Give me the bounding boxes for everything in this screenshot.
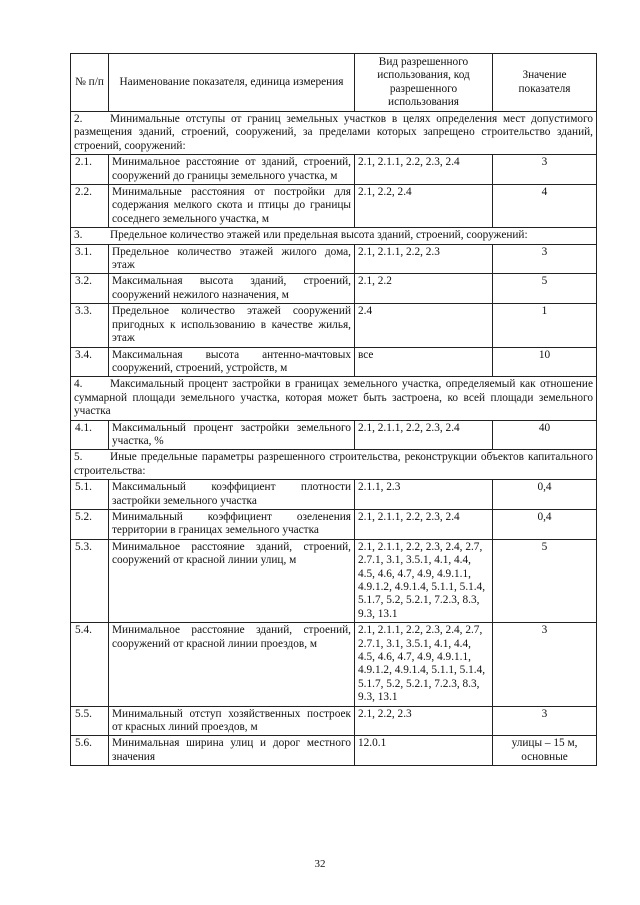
- section-text: Предельное количество этажей или предельная высота зданий, строений, сооружений:: [110, 229, 528, 242]
- table-row: [71, 420, 597, 450]
- section-heading: [71, 450, 597, 480]
- row-name: Минимальное расстояние от зданий, строений, сооружений до границы земельного участка, м: [109, 155, 355, 185]
- row-name: Предельное количество этажей сооружений пригодных к использованию в качестве жилья, этаж: [109, 304, 355, 347]
- section-heading: [71, 112, 597, 155]
- row-value: 1: [493, 304, 597, 347]
- parameters-table: [70, 53, 597, 766]
- row-number: 3.1.: [71, 244, 109, 274]
- section-number: 4.: [74, 378, 83, 391]
- section-number: 3.: [74, 229, 83, 242]
- row-use-codes: 2.1.1, 2.3: [355, 480, 493, 510]
- row-value: 0,4: [493, 509, 597, 539]
- row-value: 4: [493, 185, 597, 228]
- header-number: № п/п: [71, 54, 109, 112]
- row-name: Предельное количество этажей жилого дома, этаж: [109, 244, 355, 274]
- row-number: 5.1.: [71, 480, 109, 510]
- row-use-codes: 2.1, 2.2, 2.3: [355, 706, 493, 736]
- table-row: [71, 736, 597, 766]
- table-row: [71, 347, 597, 377]
- row-use-codes: 2.1, 2.1.1, 2.2, 2.3: [355, 244, 493, 274]
- row-number: 3.4.: [71, 347, 109, 377]
- table-body: [71, 112, 597, 766]
- row-name: Минимальная ширина улиц и дорог местного значения: [109, 736, 355, 766]
- row-value: 0,4: [493, 480, 597, 510]
- row-value: 5: [493, 274, 597, 304]
- row-value: 3: [493, 155, 597, 185]
- row-name: Минимальный отступ хозяйственных построек от красных линий проездов, м: [109, 706, 355, 736]
- table-row: [71, 304, 597, 347]
- row-number: 5.6.: [71, 736, 109, 766]
- row-use-codes: 2.1, 2.1.1, 2.2, 2.3, 2.4, 2.7, 2.7.1, 3.1, 3.5.1, 4.1, 4.4, 4.5, 4.6, 4.7, 4.9, 4.9.1.1, 4.9.1.2, 4.9.1.4, 5.1.1, 5.1.4, 5.1.7, 5.2, 5.2.1, 7.2.3, 8.3, 9.3, 13.1: [355, 539, 493, 622]
- row-value: 10: [493, 347, 597, 377]
- row-use-codes: 2.4: [355, 304, 493, 347]
- row-use-codes: все: [355, 347, 493, 377]
- row-name: Максимальный процент застройки земельного участка, %: [109, 420, 355, 450]
- table-header-row: [71, 54, 597, 112]
- row-value: 40: [493, 420, 597, 450]
- row-number: 2.1.: [71, 155, 109, 185]
- row-number: 5.3.: [71, 539, 109, 622]
- row-use-codes: 2.1, 2.1.1, 2.2, 2.3, 2.4: [355, 420, 493, 450]
- section-row: [71, 228, 597, 244]
- table-row: [71, 706, 597, 736]
- section-row: [71, 377, 597, 420]
- row-use-codes: 12.0.1: [355, 736, 493, 766]
- table-row: [71, 244, 597, 274]
- section-row: [71, 450, 597, 480]
- section-heading: [71, 377, 597, 420]
- row-name: Максимальный коэффициент плотности застройки земельного участка: [109, 480, 355, 510]
- header-use-type: Вид разрешенного использования, код разрешенного использования: [355, 54, 493, 112]
- table-row: [71, 274, 597, 304]
- table-row: [71, 509, 597, 539]
- row-use-codes: 2.1, 2.1.1, 2.2, 2.3, 2.4: [355, 509, 493, 539]
- row-use-codes: 2.1, 2.1.1, 2.2, 2.3, 2.4, 2.7, 2.7.1, 3.1, 3.5.1, 4.1, 4.4, 4.5, 4.6, 4.7, 4.9, 4.9.1.1, 4.9.1.2, 4.9.1.4, 5.1.1, 5.1.4, 5.1.7, 5.2, 5.2.1, 7.2.3, 8.3, 9.3, 13.1: [355, 623, 493, 706]
- row-name: Минимальные расстояния от постройки для содержания мелкого скота и птицы до границы соседнего земельного участка, м: [109, 185, 355, 228]
- section-heading: [71, 228, 597, 244]
- header-name: Наименование показателя, единица измерения: [109, 54, 355, 112]
- row-number: 4.1.: [71, 420, 109, 450]
- row-number: 5.4.: [71, 623, 109, 706]
- row-number: 3.2.: [71, 274, 109, 304]
- row-use-codes: 2.1, 2.1.1, 2.2, 2.3, 2.4: [355, 155, 493, 185]
- row-use-codes: 2.1, 2.2: [355, 274, 493, 304]
- row-use-codes: 2.1, 2.2, 2.4: [355, 185, 493, 228]
- row-name: Максимальная высота зданий, строений, сооружений нежилого назначения, м: [109, 274, 355, 304]
- row-value: улицы – 15 м, основные: [493, 736, 597, 766]
- section-number: 2.: [74, 113, 83, 125]
- section-row: [71, 112, 597, 155]
- row-value: 3: [493, 244, 597, 274]
- row-name: Минимальное расстояние зданий, строений, сооружений от красной линии улиц, м: [109, 539, 355, 622]
- section-text: Иные предельные параметры разрешенного строительства, реконструкции объектов капитального строительства:: [74, 451, 593, 477]
- table-row: [71, 623, 597, 706]
- section-text: Максимальный процент застройки в границах земельного участка, определяемый как отношение суммарной площади земельного участка, которая может быть застроена, ко всей площади земельного участка: [74, 378, 593, 418]
- row-number: 3.3.: [71, 304, 109, 347]
- row-number: 2.2.: [71, 185, 109, 228]
- row-value: 3: [493, 623, 597, 706]
- header-value: Значение показателя: [493, 54, 597, 112]
- table-row: [71, 480, 597, 510]
- page-number: 32: [314, 858, 326, 870]
- section-text: Минимальные отступы от границ земельных участков в целях определения мест допустимого размещения зданий, строений, сооружений, за пределами которых запрещено строительство зданий, строений, сооружений:: [74, 113, 593, 152]
- section-number: 5.: [74, 451, 83, 464]
- row-number: 5.5.: [71, 706, 109, 736]
- table-row: [71, 185, 597, 228]
- row-name: Максимальная высота антенно-мачтовых сооружений, строений, устройств, м: [109, 347, 355, 377]
- row-name: Минимальный коэффициент озеленения территории в границах земельного участка: [109, 509, 355, 539]
- row-value: 3: [493, 706, 597, 736]
- table-row: [71, 155, 597, 185]
- row-name: Минимальное расстояние зданий, строений, сооружений от красной линии проездов, м: [109, 623, 355, 706]
- row-value: 5: [493, 539, 597, 622]
- row-number: 5.2.: [71, 509, 109, 539]
- table-row: [71, 539, 597, 622]
